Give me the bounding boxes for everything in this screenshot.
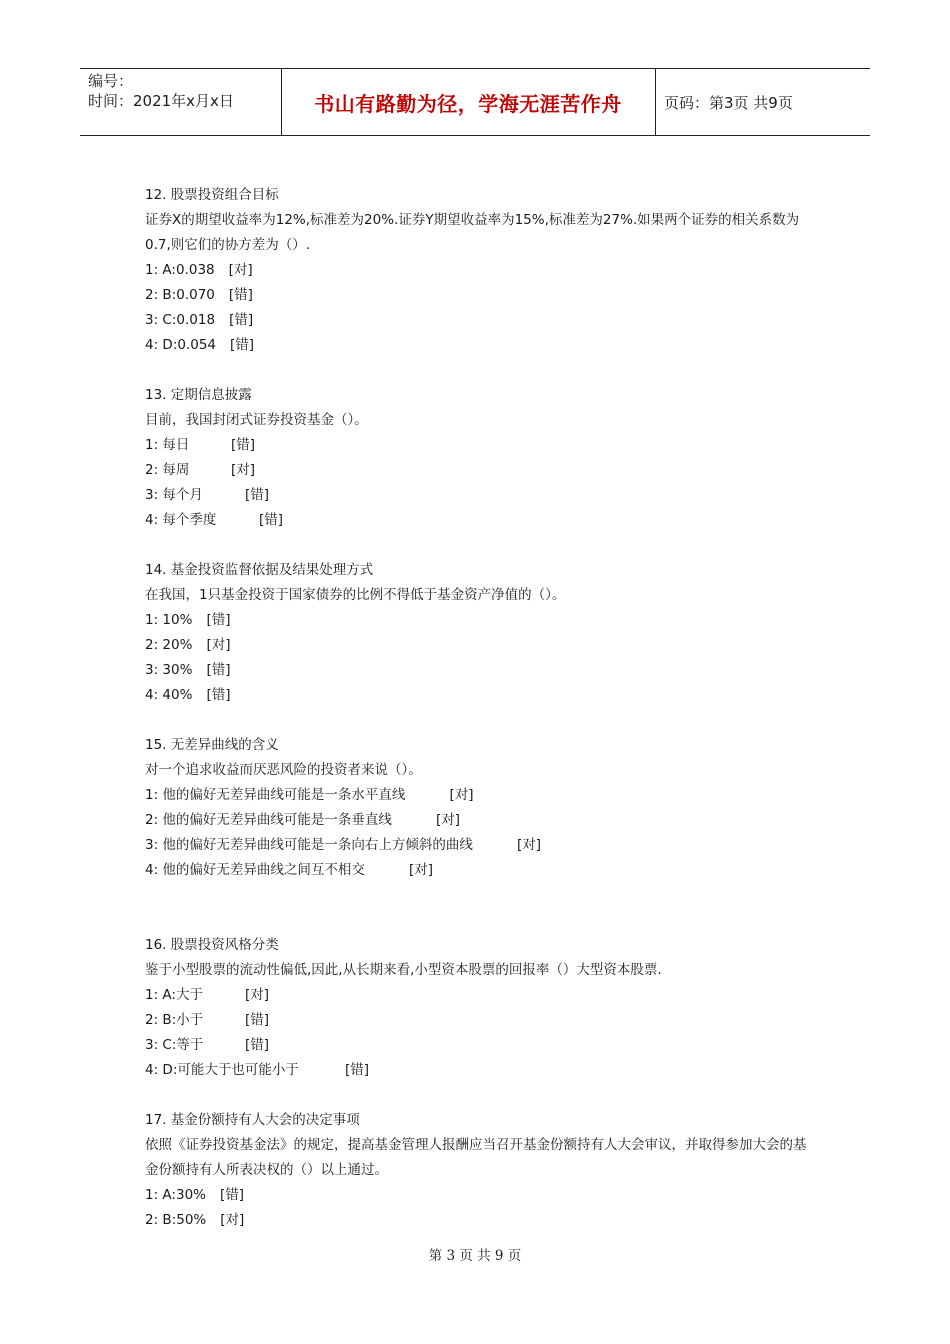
option-item [145,333,815,358]
option-item [145,1008,815,1033]
question-stem: 对一个追求收益而厌恶风险的投资者来说（）。 [145,762,422,778]
header-motto: 书山有路勤为径，学海无涯苦作舟 [314,91,622,116]
option-text: 2: B:小于 [145,1012,204,1028]
option-text: 4: 40% [145,687,193,703]
option-text: 1: A:0.038 [145,262,215,278]
option-item [145,1058,815,1083]
page-footer: 第 3 页 共 9 页 [428,1248,522,1264]
option-text: 4: 每个季度 [145,512,217,528]
option-item [145,433,815,458]
question-13 [145,383,815,533]
question-title: 17. 基金份额持有人大会的决定事项 [145,1112,360,1128]
header-divider-right [655,69,656,135]
option-text: 1: 10% [145,612,193,628]
question-12 [145,183,815,358]
option-item [145,483,815,508]
option-text: 1: A:大于 [145,987,203,1003]
question-stem: 目前，我国封闭式证券投资基金（）。 [145,412,368,428]
question-stem: 在我国，1只基金投资于国家债券的比例不得低于基金资产净值的（）。 [145,587,566,603]
answer-mark: [对] [231,462,256,478]
answer-mark: [错] [245,1012,270,1028]
option-text: 3: C:0.018 [145,312,216,328]
answer-mark: [错] [259,512,284,528]
answer-mark: [错] [206,612,231,628]
question-stem: 依照《证券投资基金法》的规定，提高基金管理人报酬应当召开基金份额持有人大会审议，并取得参加大会的基金份额持有人所表决权的（）以上通过。 [145,1137,807,1178]
option-item [145,983,815,1008]
option-text: 3: C:等于 [145,1037,204,1053]
option-text: 2: 20% [145,637,193,653]
answer-mark: [错] [206,662,231,678]
answer-mark: [错] [345,1062,370,1078]
answer-mark: [错] [219,1187,245,1203]
option-item [145,508,815,533]
option-item [145,1033,815,1058]
option-text: 2: 他的偏好无差异曲线可能是一条垂直线 [145,812,392,828]
option-text: 3: 每个月 [145,487,203,503]
option-item [145,683,815,708]
number-label: 编号： [88,72,134,90]
header-page-info: 页码：第3页 共9页 [664,93,793,112]
option-text: 1: A:30% [145,1187,206,1203]
answer-mark: [对] [408,862,433,878]
option-text: 4: D:0.054 [145,337,217,353]
option-text: 1: 他的偏好无差异曲线可能是一条水平直线 [145,787,406,803]
answer-mark: [错] [231,437,256,453]
answer-mark: [对] [449,787,474,803]
option-item [145,808,815,833]
option-item [145,783,815,808]
option-item [145,458,815,483]
question-15 [145,733,815,883]
answer-mark: [对] [206,637,231,653]
question-17 [145,1108,815,1233]
option-text: 2: B:50% [145,1212,207,1228]
option-item [145,858,815,883]
spacer [145,1083,815,1108]
option-text: 3: 他的偏好无差异曲线可能是一条向右上方倾斜的曲线 [145,837,473,853]
option-text: 4: 他的偏好无差异曲线之间互不相交 [145,862,365,878]
option-text: 2: 每周 [145,462,190,478]
option-item [145,308,815,333]
question-14 [145,558,815,708]
answer-mark: [错] [245,1037,270,1053]
answer-mark: [错] [245,487,270,503]
question-title: 13. 定期信息披露 [145,387,252,403]
question-stem: 证券X的期望收益率为12%,标准差为20%.证券Y期望收益率为15%,标准差为27%.如果两个证券的相关系数为0.7,则它们的协方差为（）. [145,212,800,253]
option-item [145,608,815,633]
question-title: 14. 基金投资监督依据及结果处理方式 [145,562,374,578]
option-item [145,658,815,683]
spacer [145,358,815,383]
answer-mark: [对] [220,1212,245,1228]
question-title: 12. 股票投资组合目标 [145,187,279,203]
answer-mark: [对] [435,812,460,828]
answer-mark: [错] [230,337,255,353]
spacer [145,533,815,558]
question-title: 16. 股票投资风格分类 [145,937,279,953]
spacer [145,708,815,733]
answer-mark: [错] [228,287,253,303]
option-text: 3: 30% [145,662,193,678]
option-item [145,633,815,658]
page-header [80,68,870,136]
option-item [145,1208,815,1233]
option-text: 4: D:可能大于也可能小于 [145,1062,299,1078]
question-list [145,183,815,1233]
question-stem: 鉴于小型股票的流动性偏低,因此,从长期来看,小型资本股票的回报率（）大型资本股票. [145,962,662,978]
spacer [145,883,815,933]
option-item [145,833,815,858]
option-text: 1: 每日 [145,437,190,453]
option-item [145,1183,815,1208]
answer-mark: [对] [228,262,253,278]
answer-mark: [对] [245,987,270,1003]
time-label: 时间：2021年x月x日 [88,92,234,110]
answer-mark: [错] [229,312,254,328]
header-meta [88,71,282,111]
option-item [145,258,815,283]
option-item [145,283,815,308]
answer-mark: [错] [206,687,231,703]
option-text: 2: B:0.070 [145,287,215,303]
question-title: 15. 无差异曲线的含义 [145,737,279,753]
question-16 [145,933,815,1083]
answer-mark: [对] [516,837,541,853]
